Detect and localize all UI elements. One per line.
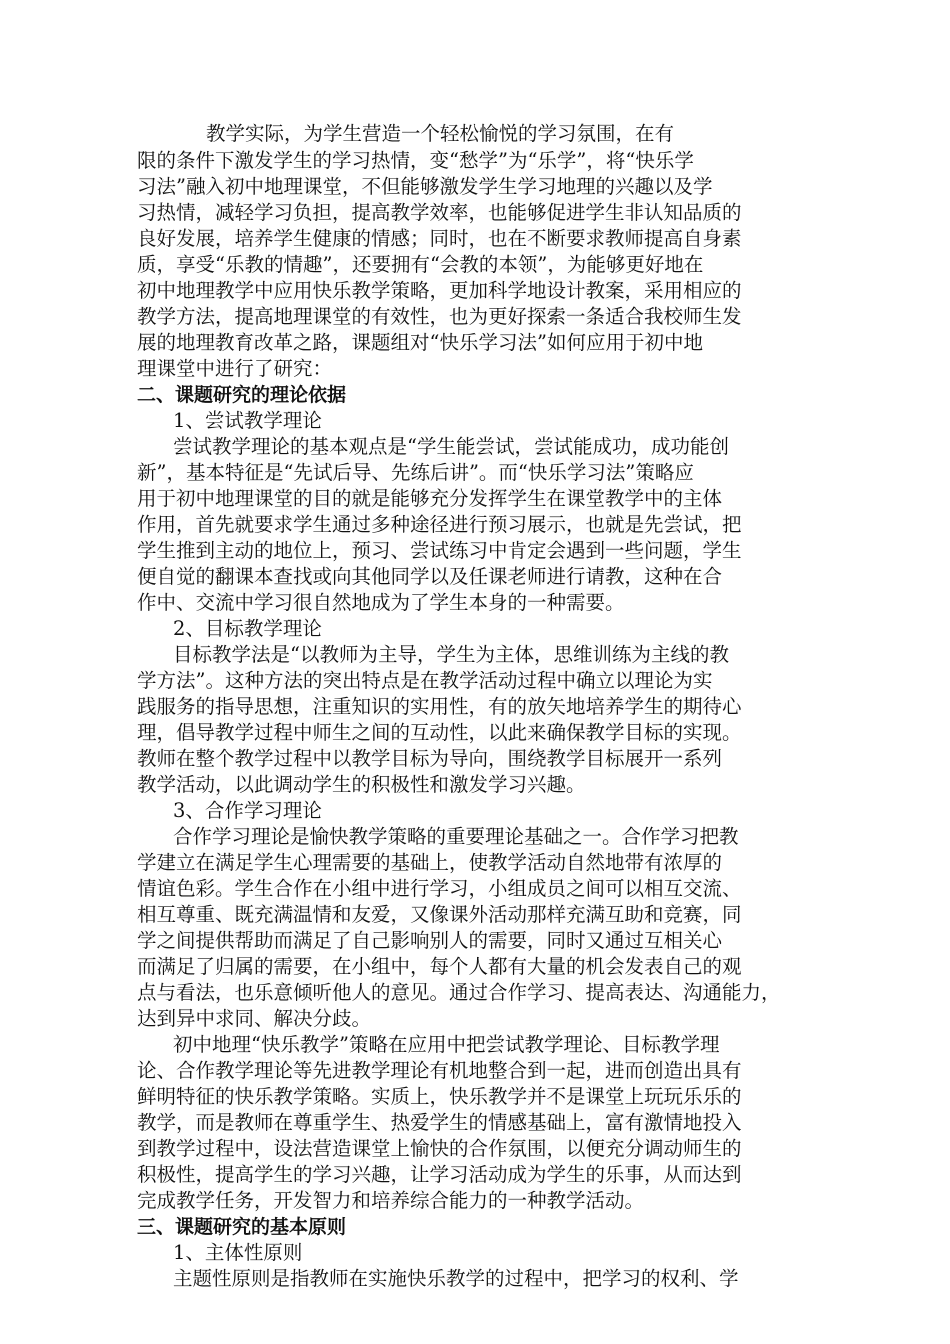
subsection-heading: 3、合作学习理论 xyxy=(173,799,322,822)
subsection-heading: 1、尝试教学理论 xyxy=(173,409,322,432)
paragraph-line: 教学实际，为学生营造一个轻松愉悦的学习氛围，在有 xyxy=(206,122,675,145)
paragraph-line: 便自觉的翻课本查找或向其他同学以及任课老师进行请教，这种在合 xyxy=(137,565,723,588)
paragraph-line: 学生推到主动的地位上，预习、尝试练习中肯定会遇到一些问题，学生 xyxy=(137,539,742,562)
paragraph-line: 情谊色彩。学生合作在小组中进行学习，小组成员之间可以相互交流、 xyxy=(137,877,742,900)
paragraph-line: 点与看法，也乐意倾听他人的意见。通过合作学习、提高表达、沟通能力， xyxy=(137,981,781,1004)
paragraph-line: 习热情，减轻学习负担，提高教学效率，也能够促进学生非认知品质的 xyxy=(137,201,742,224)
paragraph-line: 初中地理教学中应用快乐教学策略，更加科学地设计教案，采用相应的 xyxy=(137,279,742,302)
paragraph-line: 而满足了归属的需要，在小组中，每个人都有大量的机会发表自己的观 xyxy=(137,955,742,978)
paragraph-line: 教师在整个教学过程中以教学目标为导向，围绕教学目标展开一系列 xyxy=(137,747,723,770)
paragraph-line: 相互尊重、既充满温情和友爱，又像课外活动那样充满互助和竞赛，同 xyxy=(137,903,742,926)
paragraph-line: 作用，首先就要求学生通过多种途径进行预习展示，也就是先尝试，把 xyxy=(137,513,742,536)
paragraph-line: 学建立在满足学生心理需要的基础上，使教学活动自然地带有浓厚的 xyxy=(137,851,723,874)
section-heading-3: 三、课题研究的基本原则 xyxy=(137,1216,347,1238)
section-heading-2: 二、课题研究的理论依据 xyxy=(137,384,347,406)
paragraph-line: 践服务的指导思想，注重知识的实用性，有的放矢地培养学生的期待心 xyxy=(137,695,742,718)
paragraph-line: 理课堂中进行了研究： xyxy=(137,357,333,380)
paragraph-line: 新”，基本特征是“先试后导、先练后讲”。而“快乐学习法”策略应 xyxy=(137,461,694,484)
paragraph-line: 初中地理“快乐教学”策略在应用中把尝试教学理论、目标教学理 xyxy=(173,1033,720,1056)
paragraph-line: 目标教学法是“以教师为主导，学生为主体，思维训练为主线的教 xyxy=(173,643,729,666)
paragraph-line: 良好发展，培养学生健康的情感；同时，也在不断要求教师提高自身素 xyxy=(137,227,742,250)
paragraph-line: 完成教学任务，开发智力和培养综合能力的一种教学活动。 xyxy=(137,1189,645,1212)
paragraph-line: 主题性原则是指教师在实施快乐教学的过程中，把学习的权利、学 xyxy=(173,1267,739,1290)
paragraph-line: 积极性，提高学生的学习兴趣，让学习活动成为学生的乐事，从而达到 xyxy=(137,1163,742,1186)
paragraph-line: 习法”融入初中地理课堂，不但能够激发学生学习地理的兴趣以及学 xyxy=(137,175,713,198)
paragraph-line: 学方法”。这种方法的突出特点是在教学活动过程中确立以理论为实 xyxy=(137,669,713,692)
paragraph-line: 教学方法，提高地理课堂的有效性，也为更好探索一条适合我校师生发 xyxy=(137,305,742,328)
paragraph-line: 尝试教学理论的基本观点是“学生能尝试，尝试能成功，成功能创 xyxy=(173,435,729,458)
paragraph-line: 论、合作教学理论等先进教学理论有机地整合到一起，进而创造出具有 xyxy=(137,1059,742,1082)
paragraph-line: 用于初中地理课堂的目的就是能够充分发挥学生在课堂教学中的主体 xyxy=(137,487,723,510)
paragraph-line: 鲜明特征的快乐教学策略。实质上，快乐教学并不是课堂上玩玩乐乐的 xyxy=(137,1085,742,1108)
paragraph-line: 达到异中求同、解决分歧。 xyxy=(137,1007,372,1030)
paragraph-line: 合作学习理论是愉快教学策略的重要理论基础之一。合作学习把教 xyxy=(173,825,739,848)
paragraph-line: 教学活动，以此调动学生的积极性和激发学习兴趣。 xyxy=(137,773,586,796)
paragraph-line: 限的条件下激发学生的学习热情，变“愁学”为“乐学”，将“快乐学 xyxy=(137,149,694,172)
paragraph-line: 理，倡导教学过程中师生之间的互动性，以此来确保教学目标的实现。 xyxy=(137,721,742,744)
paragraph-line: 作中、交流中学习很自然地成为了学生本身的一种需要。 xyxy=(137,591,625,614)
paragraph-line: 到教学过程中，设法营造课堂上愉快的合作氛围，以便充分调动师生的 xyxy=(137,1137,742,1160)
subsection-heading: 1、主体性原则 xyxy=(173,1241,303,1264)
paragraph-line: 展的地理教育改革之路，课题组对“快乐学习法”如何应用于初中地 xyxy=(137,331,703,354)
subsection-heading: 2、目标教学理论 xyxy=(173,617,322,640)
paragraph-line: 学之间提供帮助而满足了自己影响别人的需要，同时又通过互相关心 xyxy=(137,929,723,952)
paragraph-line: 质，享受“乐教的情趣”，还要拥有“会教的本领”，为能够更好地在 xyxy=(137,253,704,276)
paragraph-line: 教学，而是教师在尊重学生、热爱学生的情感基础上，富有激情地投入 xyxy=(137,1111,742,1134)
